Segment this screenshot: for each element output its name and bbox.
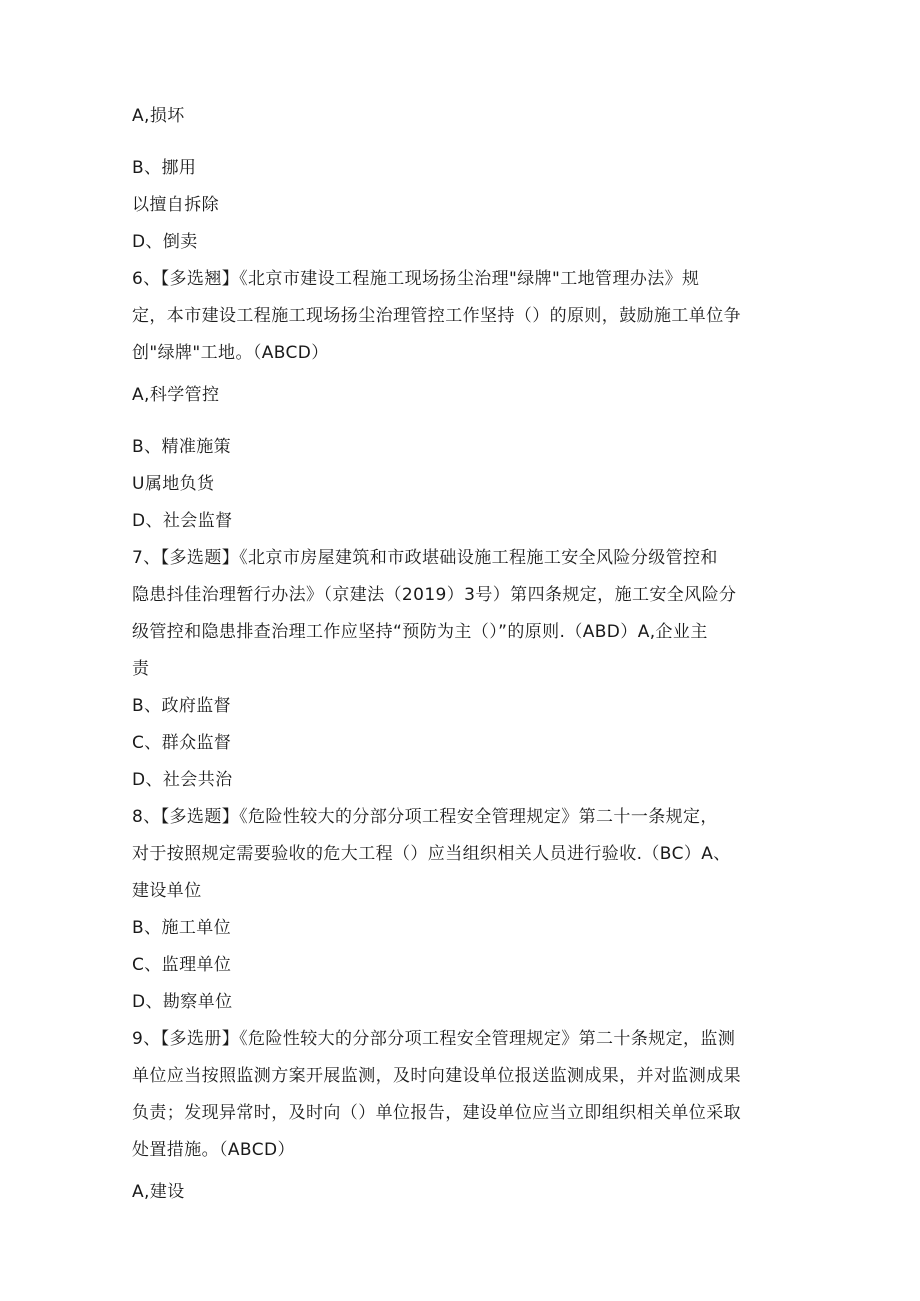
option-line: D、勘察单位 xyxy=(132,992,233,1012)
option-line: 以擅自拆除 xyxy=(132,195,219,215)
option-line: D、社会共治 xyxy=(132,770,233,790)
question-7-line-2: 隐患抖佳治理暂行办法》（京建法（2019）3号）第四条规定，施工安全风险分 xyxy=(132,585,737,605)
question-9-line-4: 处置措施。（ABCD） xyxy=(132,1140,295,1160)
question-6-line-2: 定，本市建设工程施工现场扬尘治理管控工作坚持（）的原则，鼓励施工单位争 xyxy=(132,306,741,326)
question-9-line-3: 负责；发现异常时，及时向（）单位报告，建设单位应当立即组织相关单位采取 xyxy=(132,1103,741,1123)
question-7-line-4: 责 xyxy=(132,659,150,679)
option-line: B、精准施策 xyxy=(132,437,232,457)
option-line: B、政府监督 xyxy=(132,696,232,716)
question-6-line-3: 创"绿牌"工地。（ABCD） xyxy=(132,343,329,363)
option-line: U属地负货 xyxy=(132,474,215,494)
option-line: B、挪用 xyxy=(132,158,197,178)
option-line: D、社会监督 xyxy=(132,511,233,531)
question-6-line-1: 6、【多选翘】《北京市建设工程施工现场扬尘治理"绿牌"工地管理办法》规 xyxy=(132,269,700,289)
question-8-line-2: 对于按照规定需要验收的危大工程（）应当组织相关人员进行验收.（BC）A、 xyxy=(132,844,731,864)
question-7-line-1: 7、【多选题】《北京市房屋建筑和市政堪础设施工程施工安全风险分级管控和 xyxy=(132,548,718,568)
option-line: C、群众监督 xyxy=(132,733,232,753)
option-line: A,损坏 xyxy=(132,106,185,126)
question-7-line-3: 级管控和隐患排查治理工作应坚持“预防为主（）”的原则.（ABD）A,企业主 xyxy=(132,622,708,642)
option-line: A,科学管控 xyxy=(132,385,220,405)
option-line: A,建设 xyxy=(132,1182,185,1202)
option-line: B、施工单位 xyxy=(132,918,232,938)
question-9-line-1: 9、【多选册】《危险性较大的分部分项工程安全管理规定》第二十条规定，监测 xyxy=(132,1029,736,1049)
question-9-line-2: 单位应当按照监测方案开展监测，及时向建设单位报送监测成果，并对监测成果 xyxy=(132,1066,741,1086)
option-line: C、监理单位 xyxy=(132,955,232,975)
question-8-line-3: 建设单位 xyxy=(132,881,202,901)
question-8-line-1: 8、【多选题】《危险性较大的分部分项工程安全管理规定》第二十一条规定， xyxy=(132,807,718,827)
option-line: D、倒卖 xyxy=(132,232,198,252)
